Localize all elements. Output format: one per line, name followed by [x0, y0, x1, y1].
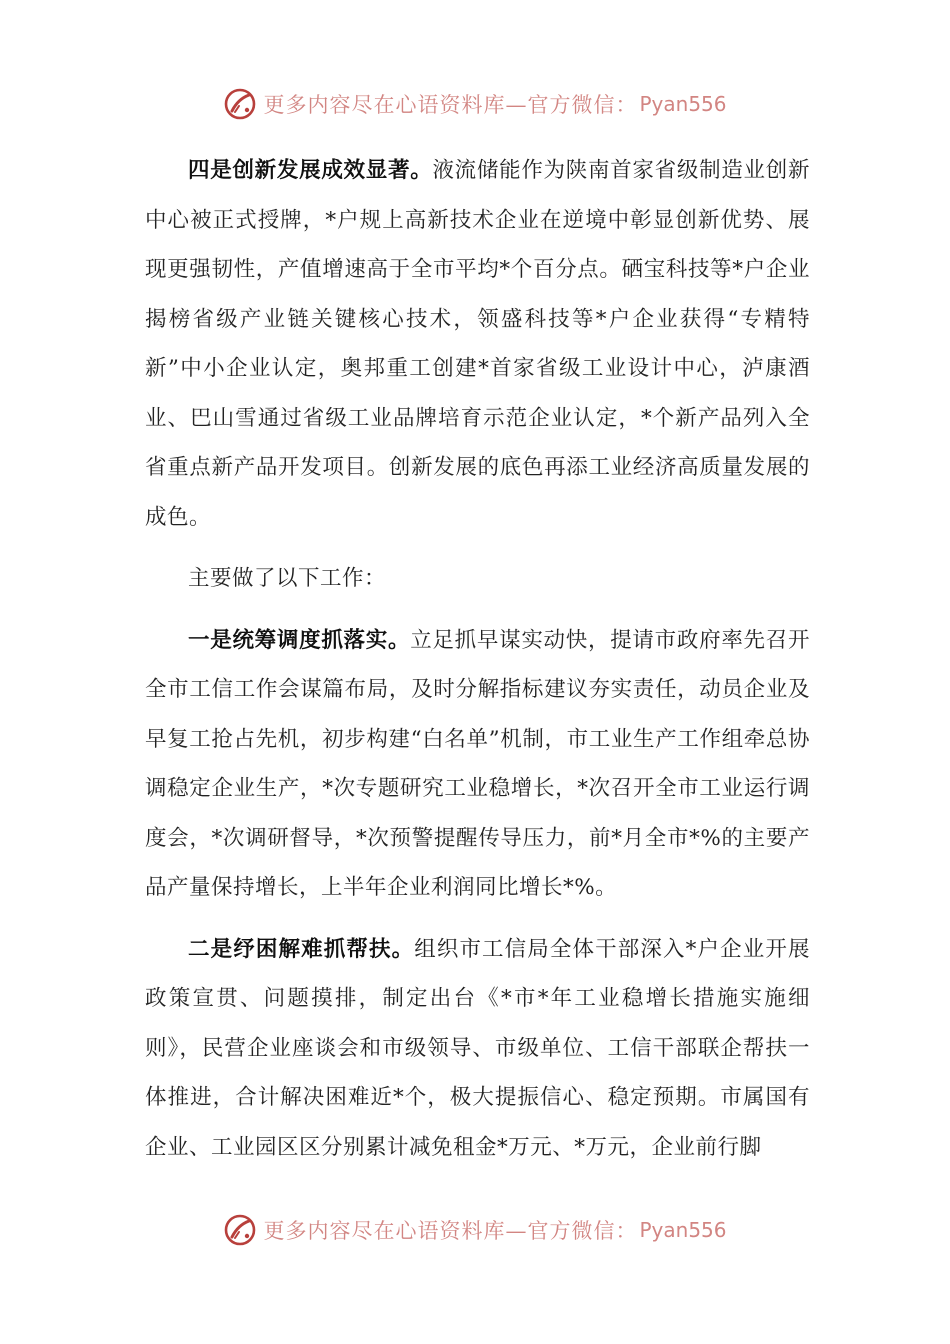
paragraph-lead: 二是纾困解难抓帮扶。 [188, 936, 415, 962]
watermark-text: 更多内容尽在心语资料库—官方微信： [263, 1219, 638, 1243]
brush-seal-icon [223, 1213, 257, 1247]
paragraph-lead: 一是统筹调度抓落实。 [188, 627, 411, 653]
watermark-wechat-id: Pyan556 [639, 92, 727, 116]
watermark-banner-top [0, 84, 950, 124]
paragraph-text: 立足抓早谋实动快，提请市政府率先召开全市工信工作会谋篇布局，及时分解指标建议夯实责任，动员企业及早复工抢占先机，初步构建“白名单”机制，市工业生产工作组牵总协调稳定企业生产，*次专题研究工业稳增长，*次召开全市工业运行调度会，*次调研督导，*次预警提醒传导压力，前*月全市*%的主要产品产量保持增长，上半年企业利润同比增长*%。 [145, 627, 810, 900]
paragraph-text: 液流储能作为陕南首家省级制造业创新中心被正式授牌，*户规上高新技术企业在逆境中彰显创新优势、展现更强韧性，产值增速高于全市平均*个百分点。硒宝科技等*户企业揭榜省级产业链关键核心技术，领盛科技等*户企业获得“专精特新”中小企业认定，奥邦重工创建*首家省级工业设计中心，泸康酒业、巴山雪通过省级工业品牌培育示范企业认定，*个新产品列入全省重点新产品开发项目。创新发展的底色再添工业经济高质量发展的成色。 [145, 158, 810, 530]
paragraph-text: 组织市工信局全体干部深入*户企业开展政策宣贯、问题摸排，制定出台《*市*年工业稳增长措施实施细则》，民营企业座谈会和市级领导、市级单位、工信干部联企帮扶一体推进，合计解决困难近*个，极大提振信心、稳定预期。市属国有企业、工业园区区分别累计减免租金*万元、*万元，企业前行脚 [145, 936, 810, 1160]
watermark-wechat-id: Pyan556 [639, 1218, 727, 1242]
document-body [145, 146, 810, 1172]
paragraph-innovation [145, 146, 810, 542]
watermark-text: 更多内容尽在心语资料库—官方微信： [263, 93, 638, 117]
brush-seal-icon [223, 87, 257, 121]
watermark-banner-bottom [0, 1210, 950, 1250]
paragraph-coordination [145, 616, 810, 913]
paragraph-assistance [145, 925, 810, 1173]
paragraph-lead: 四是创新发展成效显著。 [188, 158, 433, 183]
paragraph-text: 主要做了以下工作： [188, 566, 387, 591]
paragraph-work-intro [145, 554, 810, 604]
